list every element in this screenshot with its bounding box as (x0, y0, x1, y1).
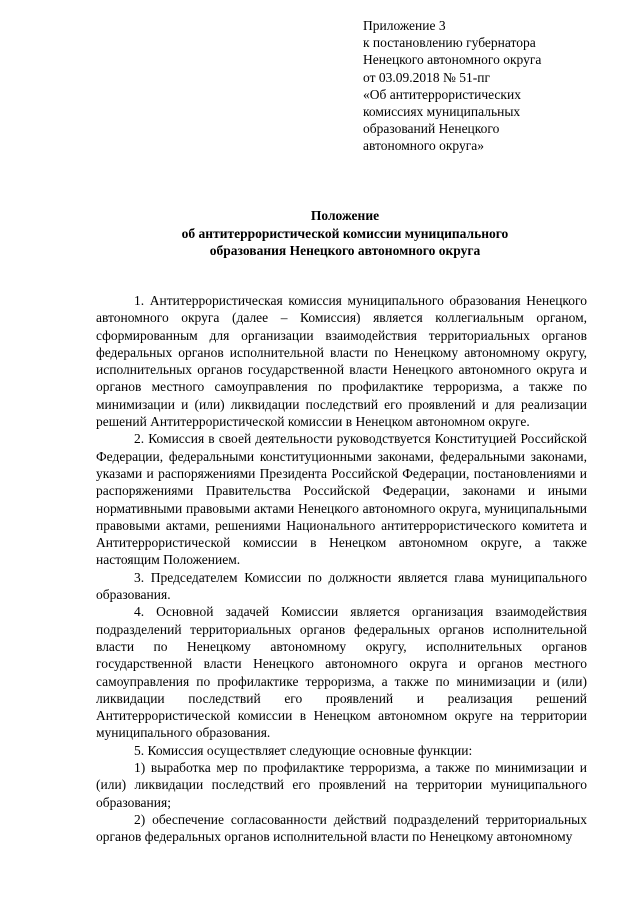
paragraph: 1) выработка мер по профилактике терроризма, а также по минимизации и (или) ликвидации последствий его проявлений на территории муниципального образования; (96, 760, 587, 810)
appendix-line: Приложение 3 (363, 18, 446, 33)
document-title (95, 207, 595, 260)
paragraph: 2) обеспечение согласованности действий подразделений территориальных органов федеральных органов исполнительной власти по Ненецкому автономному (96, 811, 587, 845)
appendix-block (363, 17, 623, 155)
appendix-line: «Об антитеррористических (363, 86, 521, 102)
appendix-line: Ненецкого автономного округа (363, 52, 542, 68)
document-body (96, 292, 587, 846)
appendix-line: автономного округа» (363, 138, 484, 154)
appendix-line: образований Ненецкого (363, 121, 500, 137)
appendix-line: комиссиях муниципальных (363, 104, 521, 120)
paragraph: 4. Основной задачей Комиссии является организация взаимодействия подразделений территориальных органов федеральных органов исполнительной власти по Ненецкому автономному округу, исполнительных органов государственной власти Ненецкого автономного округа и органов местного самоуправления по профилактике терроризма, а также по минимизации и (или) ликвидации последствий его проявлений и реализация решений Антитеррористической комиссии в Ненецком автономном округе на территории муниципального образования. (96, 604, 587, 741)
paragraph: 2. Комиссия в своей деятельности руководствуется Конституцией Российской Федерации, федеральными конституционными законами, федеральными законами, указами и распоряжениями Президента Российской Федерации, постановлениями и распоряжениями Правительства Российской Федерации, законами и иными нормативными правовыми актами Ненецкого автономного округа, муниципальными правовыми актами, решениями Национального антитеррористического комитета и Антитеррористической комиссии в Ненецком автономном округе, а также настоящим Положением. (96, 431, 587, 568)
title-line: Положение (310, 208, 380, 223)
paragraph: 1. Антитеррористическая комиссия муниципального образования Ненецкого автономного округа (далее – Комиссия) является коллегиальным органом, сформированным для организации взаимодействия территориальных органов федеральных органов исполнительной власти по Ненецкому автономному округу, исполнительных органов государственной власти Ненецкого автономного округа и органов местного самоуправления по профилактике терроризма, а также по минимизации и (или) ликвидации последствий его проявлений и для реализации решений Антитеррористической комиссии в Ненецком автономном округе. (96, 293, 587, 430)
title-line: образования Ненецкого автономного округа (209, 243, 481, 258)
title-line: об антитеррористической комиссии муниципального (181, 225, 509, 241)
appendix-line: к постановлению губернатора (363, 35, 536, 51)
appendix-line: от 03.09.2018 № 51-пг (363, 69, 490, 85)
paragraph: 5. Комиссия осуществляет следующие основные функции: (134, 742, 473, 758)
paragraph: 3. Председателем Комиссии по должности является глава муниципального образования. (96, 569, 587, 603)
